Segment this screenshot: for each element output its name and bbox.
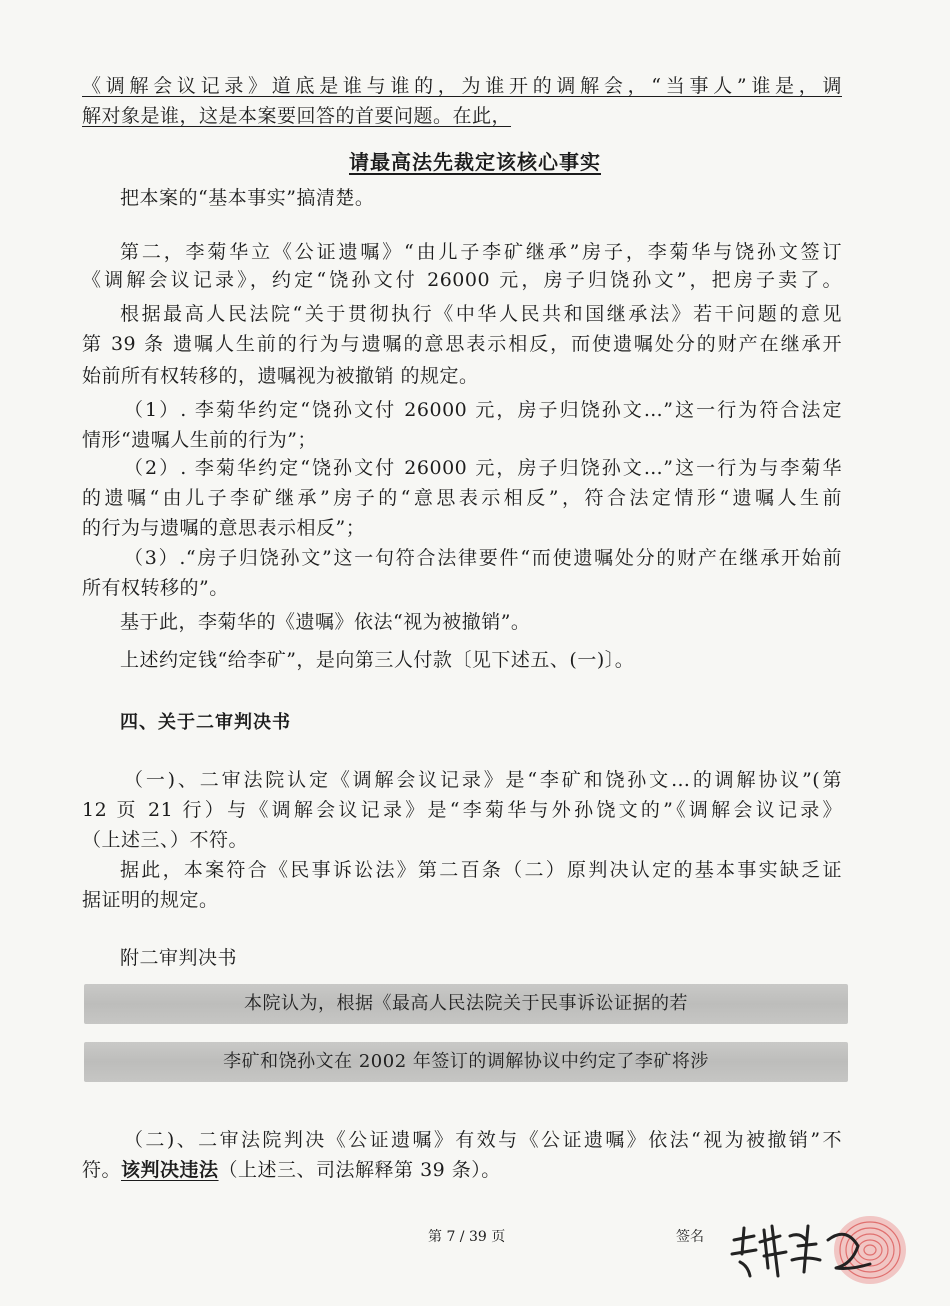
signature-area xyxy=(720,1206,920,1292)
point2-line2 xyxy=(82,1158,842,1182)
conclusion2: 上述约定钱“给李矿”，是向第三人付款〔见下述五、(一)〕。 xyxy=(120,649,635,671)
item1-line1: （1）. 李菊华约定“饶孙文付 26000 元，房子归饶孙文…”这一行为符合法定 xyxy=(124,399,842,421)
point1-line2: 12 页 21 行）与《调解会议记录》是“李菊华与外孙饶文的”《调解会议记录》 xyxy=(82,799,842,821)
core-fact-heading-text: 请最高法先裁定该核心事实 xyxy=(349,150,601,174)
item3-line2: 所有权转移的”。 xyxy=(82,577,229,599)
paragraph3-line1: 根据最高人民法院“关于贯彻执行《中华人民共和国继承法》若干问题的意见 xyxy=(120,303,842,325)
item2-line1: （2）. 李菊华约定“饶孙文付 26000 元，房子归饶孙文…”这一行为与李菊华 xyxy=(124,457,842,479)
paragraph2-line2: 《调解会议记录》，约定“饶孙文付 26000 元，房子归饶孙文”，把房子卖了。 xyxy=(82,269,842,291)
judgment-excerpt-1 xyxy=(84,984,848,1024)
point1-line1: （一)、二审法院认定《调解会议记录》是“李矿和饶孙文…的调解协议”(第 xyxy=(124,769,842,791)
paragraph1-line1: 《调解会议记录》道底是谁与谁的，为谁开的调解会，“当事人”谁是，调 xyxy=(82,75,842,97)
clarify-line: 把本案的“基本事实”搞清楚。 xyxy=(120,187,375,209)
item2-line2: 的遗嘱“由儿子李矿继承”房子的“意思表示相反”，符合法定情形“遗嘱人生前 xyxy=(82,487,842,509)
paragraph1-line2-text: 解对象是谁，这是本案要回答的首要问题。在此， xyxy=(82,105,512,127)
paragraph3-line2: 第 39 条 遗嘱人生前的行为与遗嘱的意思表示相反，而使遗嘱处分的财产在继承开 xyxy=(82,333,842,355)
signature-label: 签名 xyxy=(676,1229,704,1245)
paragraph2-line1: 第二，李菊华立《公证遗嘱》“由儿子李矿继承”房子，李菊华与饶孙文签订 xyxy=(120,241,842,263)
point2-line2-suffix: （上述三、司法解释第 39 条）。 xyxy=(218,1159,501,1181)
point2-line1: （二)、二审法院判决《公证遗嘱》有效与《公证遗嘱》依法“视为被撤销”不 xyxy=(124,1129,842,1151)
point1-basis-line1: 据此，本案符合《民事诉讼法》第二百条（二）原判决认定的基本事实缺乏证 xyxy=(120,859,842,881)
item1-line2: 情形“遗嘱人生前的行为”； xyxy=(82,429,317,451)
item2-line3: 的行为与遗嘱的意思表示相反”； xyxy=(82,517,366,539)
core-fact-heading xyxy=(0,146,950,175)
point2-line2-prefix: 符。 xyxy=(82,1159,122,1181)
paragraph3-line3: 始前所有权转移的，遗嘱视为被撤销 的规定。 xyxy=(82,365,479,387)
red-fingerprint-icon xyxy=(834,1216,906,1284)
point1-line3: （上述三、）不符。 xyxy=(82,829,249,851)
judgment-excerpt-2 xyxy=(84,1042,848,1082)
judgment-excerpt-1-text: 本院认为，根据《最高人民法院关于民事诉讼证据的若 xyxy=(244,993,688,1014)
illegal-judgment-emphasis: 该判决违法 xyxy=(121,1159,219,1181)
attachment-label: 附二审判决书 xyxy=(120,947,238,969)
point1-basis-line2: 据证明的规定。 xyxy=(82,889,219,911)
item3-line1: （3）.“房子归饶孙文”这一句符合法律要件“而使遗嘱处分的财产在继承开始前 xyxy=(124,547,842,569)
page-number: 第 7 / 39 页 xyxy=(428,1229,506,1245)
paragraph1-line2 xyxy=(82,104,842,128)
section4-heading: 四、关于二审判决书 xyxy=(120,712,291,733)
conclusion1: 基于此，李菊华的《遗嘱》依法“视为被撤销”。 xyxy=(120,611,531,633)
judgment-excerpt-2-text: 李矿和饶孙文在 2002 年签订的调解协议中约定了李矿将涉 xyxy=(223,1051,709,1072)
